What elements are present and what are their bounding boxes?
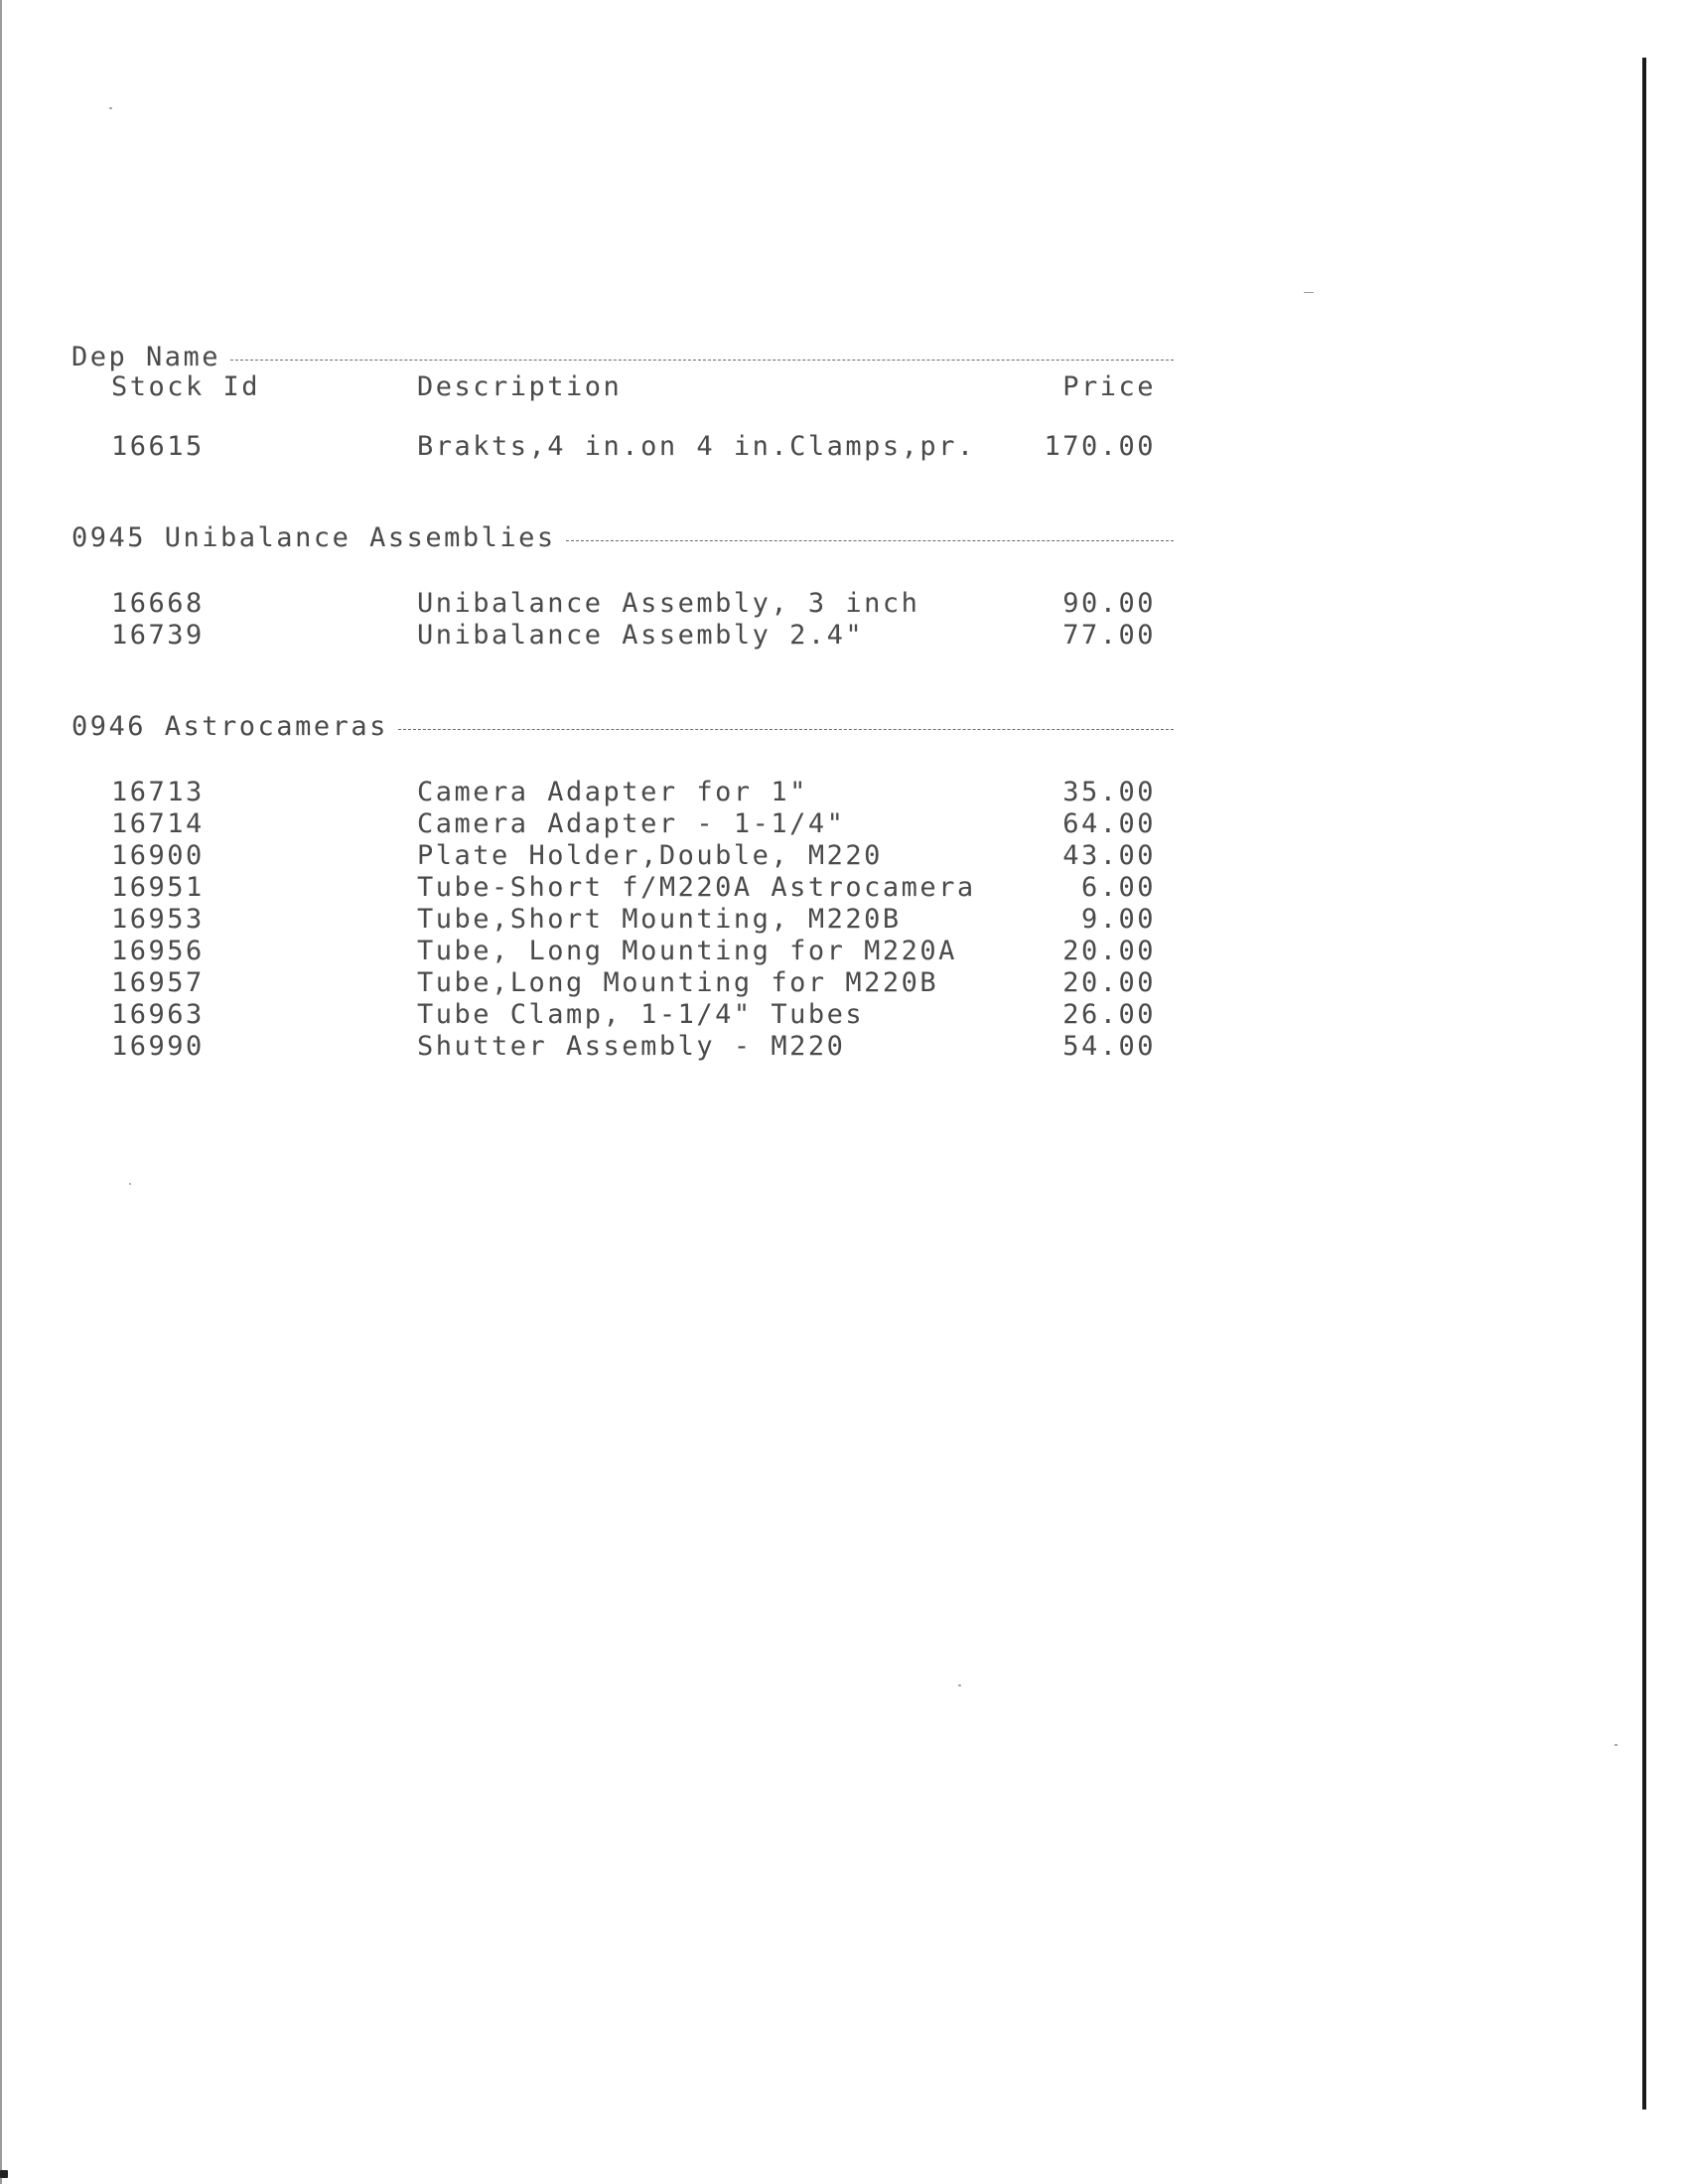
- dashed-rule: [230, 360, 1174, 361]
- list-item: [71, 777, 1174, 808]
- stock-id: 16739: [111, 620, 205, 651]
- dep-name-label: Dep Name: [71, 342, 230, 373]
- page-edge-right: [1642, 58, 1646, 2110]
- list-item: [71, 808, 1174, 840]
- item-price: 6.00: [1080, 872, 1156, 903]
- stock-id: 16956: [111, 936, 205, 966]
- stock-id: 16615: [111, 431, 205, 462]
- group-title: 0946 Astrocameras: [71, 711, 398, 743]
- item-description: Camera Adapter for 1": [417, 777, 808, 807]
- item-description: Tube, Long Mounting for M220A: [417, 936, 957, 966]
- stock-id: 16953: [111, 904, 205, 935]
- stock-id: 16990: [111, 1031, 205, 1062]
- item-price: 77.00: [1062, 620, 1156, 651]
- col-description: Description: [417, 371, 623, 402]
- item-price: 20.00: [1062, 967, 1156, 998]
- list-item: [71, 967, 1174, 999]
- group-title: 0945 Unibalance Assemblies: [71, 522, 566, 554]
- item-description: Brakts,4 in.on 4 in.Clamps,pr.: [417, 431, 976, 462]
- scan-speck: [129, 1183, 131, 1185]
- item-description: Tube-Short f/M220A Astrocamera: [417, 872, 976, 903]
- item-price: 9.00: [1080, 904, 1156, 935]
- stock-id: 16951: [111, 872, 205, 903]
- column-headers: [71, 371, 1174, 403]
- item-price: 35.00: [1062, 777, 1156, 807]
- dep-name-header: [71, 342, 1174, 373]
- stock-id: 16963: [111, 999, 205, 1030]
- list-item: [71, 936, 1174, 967]
- item-price: 26.00: [1062, 999, 1156, 1030]
- item-description: Tube Clamp, 1-1/4" Tubes: [417, 999, 865, 1030]
- item-price: 170.00: [1044, 431, 1156, 462]
- item-price: 43.00: [1062, 840, 1156, 871]
- list-item: [71, 620, 1174, 652]
- list-item: [71, 904, 1174, 936]
- stock-id: 16957: [111, 967, 205, 998]
- item-description: Shutter Assembly - M220: [417, 1031, 846, 1062]
- item-description: Camera Adapter - 1-1/4": [417, 808, 846, 839]
- item-description: Plate Holder,Double, M220: [417, 840, 883, 871]
- list-item: [71, 840, 1174, 872]
- scan-speck: [958, 1684, 961, 1686]
- list-item: [71, 588, 1174, 620]
- scan-speck: [109, 107, 112, 109]
- scan-speck: [0, 2170, 8, 2178]
- group-header-astrocameras: [71, 711, 1174, 743]
- item-price: 90.00: [1062, 588, 1156, 619]
- item-description: Unibalance Assembly 2.4": [417, 620, 865, 651]
- item-description: Tube,Long Mounting for M220B: [417, 967, 939, 998]
- list-item: [71, 431, 1174, 463]
- list-item: [71, 999, 1174, 1031]
- item-description: Tube,Short Mounting, M220B: [417, 904, 902, 935]
- stock-id: 16713: [111, 777, 205, 807]
- item-price: 54.00: [1062, 1031, 1156, 1062]
- dashed-rule: [398, 729, 1174, 730]
- scan-speck: [1615, 1744, 1617, 1746]
- col-stock-id: Stock Id: [111, 371, 261, 402]
- item-description: Unibalance Assembly, 3 inch: [417, 588, 920, 619]
- stock-id: 16900: [111, 840, 205, 871]
- list-item: [71, 1031, 1174, 1063]
- dashed-rule: [566, 540, 1174, 541]
- scan-speck: [1304, 292, 1314, 293]
- list-item: [71, 872, 1174, 904]
- stock-id: 16668: [111, 588, 205, 619]
- stock-id: 16714: [111, 808, 205, 839]
- page-edge-left: [0, 0, 2, 2184]
- col-price: Price: [1062, 371, 1156, 402]
- item-price: 64.00: [1062, 808, 1156, 839]
- item-price: 20.00: [1062, 936, 1156, 966]
- group-header-unibalance: [71, 522, 1174, 554]
- price-list-report: [71, 342, 1174, 1063]
